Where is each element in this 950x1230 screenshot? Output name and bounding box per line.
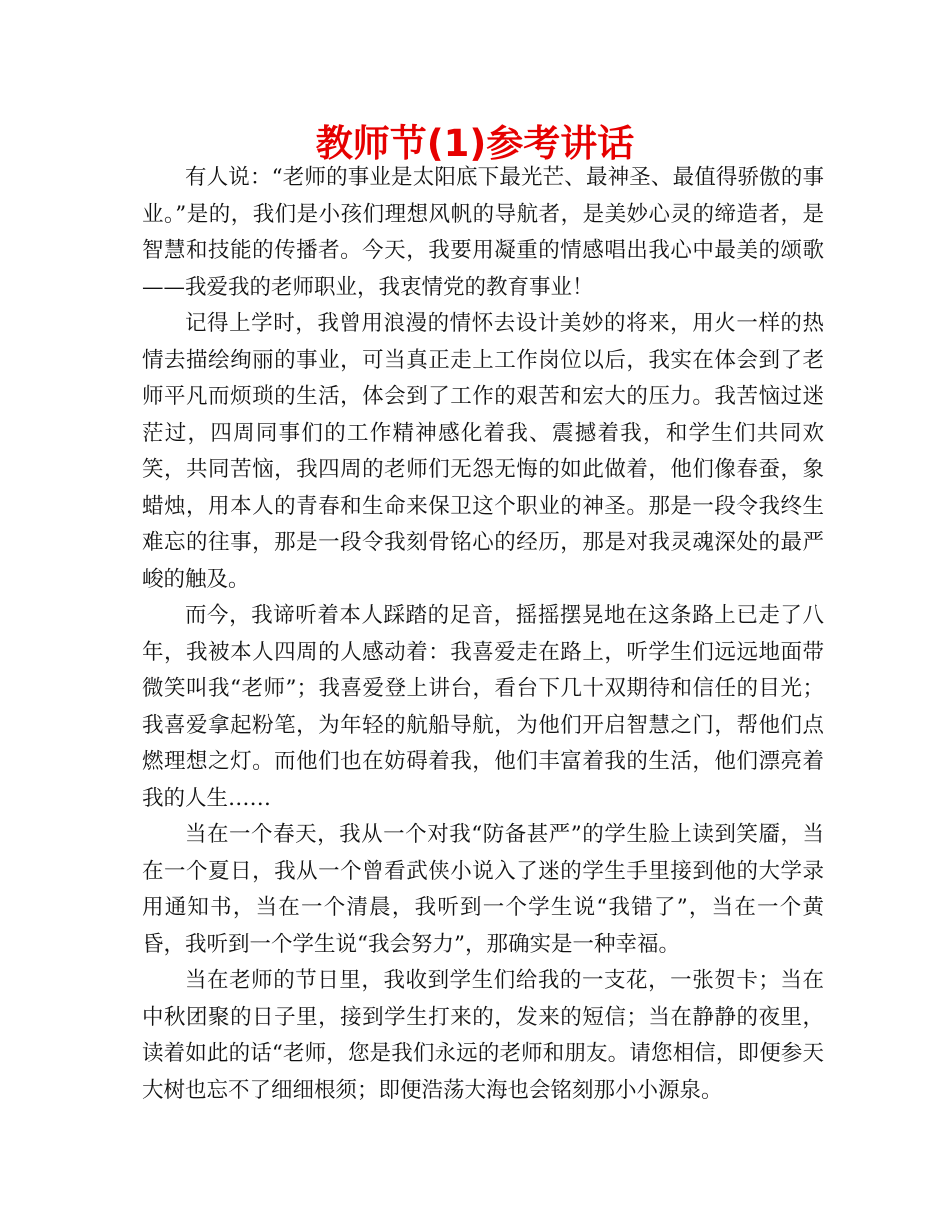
paragraph: 而今，我谛听着本人踩踏的足音，摇摇摆晃地在这条路上已走了八年，我被本人四周的人感动着：我喜爱走在路上，听学生们远远地面带微笑叫我“老师”；我喜爱登上讲台，看台下几十双期待和信任的目光；我喜爱拿起粉笔，为年轻的航船导航，为他们开启智慧之门，帮他们点燃理想之灯。而他们也在妨碍着我，他们丰富着我的生活，他们漂亮着我的人生…… xyxy=(142,603,824,811)
paragraph: 当在一个春天，我从一个对我“防备甚严”的学生脸上读到笑靥，当在一个夏日，我从一个曾看武侠小说入了迷的学生手里接到他的大学录用通知书，当在一个清晨，我听到一个学生说“我错了”，当在一个黄昏，我听到一个学生说“我会努力”，那确实是一种幸福。 xyxy=(142,822,824,957)
paragraph: 有人说：“老师的事业是太阳底下最光芒、最神圣、最值得骄傲的事业。”是的，我们是小孩们理想风帆的导航者，是美妙心灵的缔造者，是智慧和技能的传播者。今天，我要用凝重的情感唱出我心中最美的颂歌——我爱我的老师职业，我衷情党的教育事业！ xyxy=(142,165,824,300)
paragraph: 当在老师的节日里，我收到学生们给我的一支花，一张贺卡；当在中秋团聚的日子里，接到学生打来的，发来的短信；当在静静的夜里，读着如此的话“老师，您是我们永远的老师和朋友。请您相信，即便参天大树也忘不了细细根须；即便浩荡大海也会铭刻那小小源泉。 xyxy=(142,968,824,1103)
paragraph: 记得上学时，我曾用浪漫的情怀去设计美妙的将来，用火一样的热情去描绘绚丽的事业，可当真正走上工作岗位以后，我实在体会到了老师平凡而烦琐的生活，体会到了工作的艰苦和宏大的压力。我苦恼过迷茫过，四周同事们的工作精神感化着我、震撼着我，和学生们共同欢笑，共同苦恼，我四周的老师们无怨无悔的如此做着，他们像春蚕，象蜡烛，用本人的青春和生命来保卫这个职业的神圣。那是一段令我终生难忘的往事，那是一段令我刻骨铭心的经历，那是对我灵魂深处的最严峻的触及。 xyxy=(142,311,824,592)
document-body xyxy=(142,160,824,1109)
document-title: 教师节(1)参考讲话 xyxy=(315,122,635,165)
